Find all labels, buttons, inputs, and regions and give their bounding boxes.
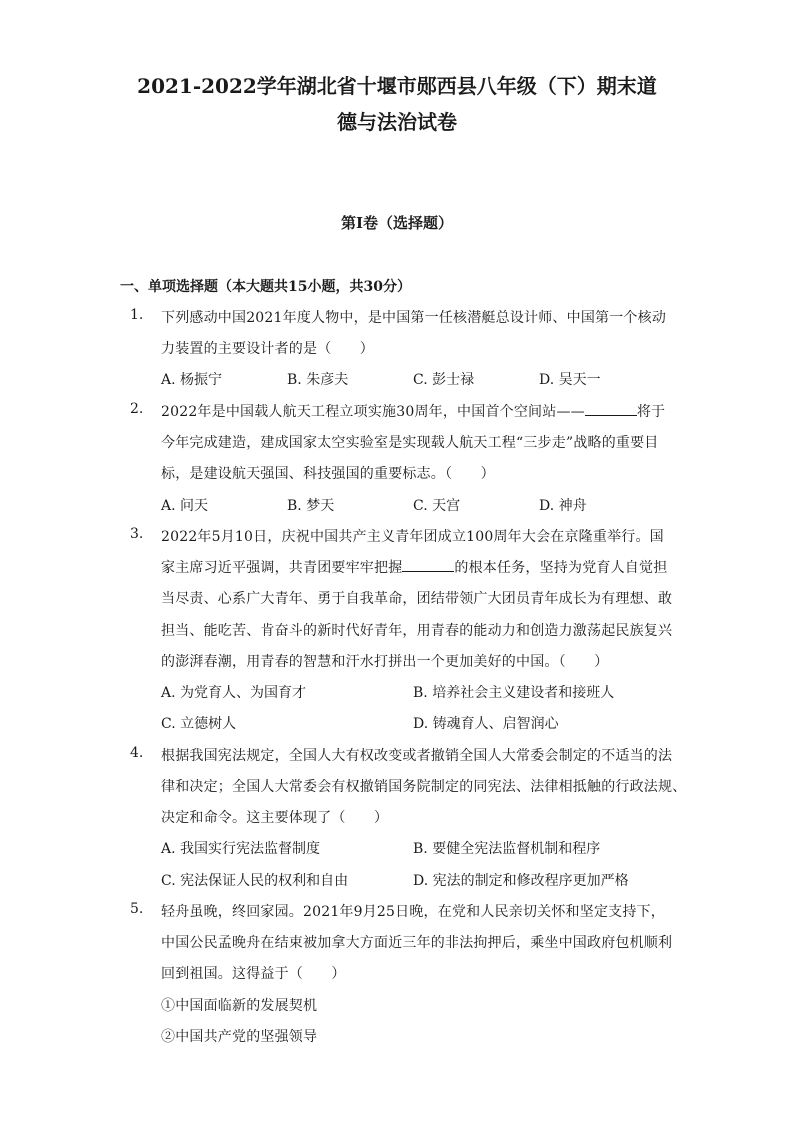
exam-title-line2: 德与法治试卷	[337, 110, 457, 134]
option-b[interactable]: B. 要健全宪法监督机制和程序	[413, 841, 601, 857]
section-heading: 一、单项选择题（本大题共15小题，共30分）	[120, 279, 411, 295]
question-number: 1.	[130, 307, 144, 323]
question-number: 4.	[130, 745, 144, 761]
question-text-line: 律和决定；全国人大常委会有权撤销国务院制定的同宪法、法律相抵触的行政法规、	[161, 779, 687, 795]
option-d[interactable]: D. 吴天一	[539, 372, 601, 388]
statement-item: ①中国面临新的发展契机	[161, 998, 318, 1014]
question-text-post: 的根本任务，坚持为党育人自觉担	[454, 560, 668, 576]
option-a[interactable]: A. 为党育人、为国育才	[161, 685, 307, 701]
option-c[interactable]: C. 宪法保证人民的权利和自由	[161, 873, 349, 889]
question-number: 3.	[130, 526, 144, 542]
option-c[interactable]: C. 立德树人	[161, 716, 237, 732]
question-text-line: 担当、能吃苦、肯奋斗的新时代好青年，用青春的能动力和创造力激荡起民族复兴	[161, 623, 673, 639]
question-text-line: 决定和命令。这主要体现了（ ）	[161, 810, 389, 826]
option-d[interactable]: D. 宪法的制定和修改程序更加严格	[413, 873, 629, 889]
answer-blank	[585, 403, 637, 416]
option-c[interactable]: C. 彭士禄	[413, 372, 475, 388]
question-text-line: 力装置的主要设计者的是（ ）	[161, 341, 374, 357]
question-text-line: 2022年5月10日，庆祝中国共产主义青年团成立100周年大会在京隆重举行。国	[161, 529, 664, 545]
volume-heading: 第I卷（选择题）	[340, 214, 454, 232]
question-text-line: 的澎湃春潮，用青春的智慧和汗水打拼出一个更加美好的中国。（ ）	[161, 654, 609, 670]
option-d[interactable]: D. 铸魂育人、启智润心	[413, 716, 559, 732]
option-b[interactable]: B. 梦天	[287, 498, 335, 514]
question-text-line: 当尽责、心系广大青年、勇于自我革命，团结带领广大团员青年成长为有理想、敢	[161, 591, 673, 607]
option-a[interactable]: A. 我国实行宪法监督制度	[161, 841, 321, 857]
option-c[interactable]: C. 天宫	[413, 498, 461, 514]
question-number: 5.	[130, 901, 144, 917]
question-text-line: 下列感动中国2021年度人物中，是中国第一任核潜艇总设计师、中国第一个核动	[161, 310, 667, 326]
question-text-line: 今年完成建造，建成国家太空实验室是实现载人航天工程“三步走”战略的重要目	[161, 435, 659, 451]
option-d[interactable]: D. 神舟	[539, 498, 587, 514]
question-text-line	[161, 557, 667, 577]
option-a[interactable]: A. 杨振宁	[161, 372, 223, 388]
question-text-line: 轻舟虽晚，终回家园。2021年9月25日晚，在党和人民亲切关怀和坚定支持下，	[161, 904, 665, 920]
question-text-line: 标，是建设航天强国、科技强国的重要标志。（ ）	[161, 466, 495, 482]
option-a[interactable]: A. 问天	[161, 498, 209, 514]
question-text-pre: 2022年是中国载人航天工程立项实施30周年，中国首个空间站——	[161, 404, 585, 420]
exam-title-line1: 2021-2022学年湖北省十堰市郧西县八年级（下）期末道	[137, 74, 657, 98]
statement-item: ②中国共产党的坚强领导	[161, 1029, 318, 1045]
question-text-line	[161, 401, 665, 421]
option-b[interactable]: B. 培养社会主义建设者和接班人	[413, 685, 615, 701]
question-text-line: 中国公民孟晚舟在结束被加拿大方面近三年的非法拘押后，乘坐中国政府包机顺利	[161, 935, 673, 951]
question-text-line: 根据我国宪法规定，全国人大有权改变或者撤销全国人大常委会制定的不适当的法	[161, 748, 673, 764]
question-text-pre: 家主席习近平强调，共青团要牢牢把握	[161, 560, 403, 576]
answer-blank	[402, 559, 454, 572]
question-text-line: 回到祖国。这得益于（ ）	[161, 966, 346, 982]
question-text-post: 将于	[636, 404, 666, 420]
option-b[interactable]: B. 朱彦夫	[287, 372, 349, 388]
question-number: 2.	[130, 401, 144, 417]
